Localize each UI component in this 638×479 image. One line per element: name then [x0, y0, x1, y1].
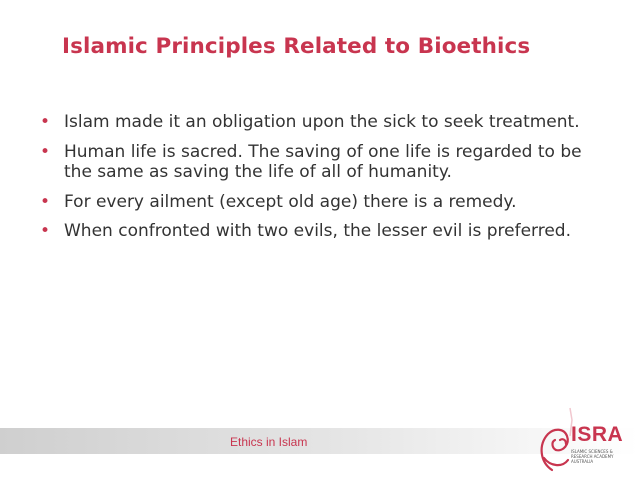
- bullet-dot-icon: •: [40, 191, 51, 212]
- bullet-item: [40, 112, 600, 133]
- bullet-item: [40, 142, 600, 183]
- logo-subtitle: ISLAMIC SCIENCES & RESEARCH ACADEMY AUSTRALIA: [571, 449, 614, 464]
- bullet-dot-icon: •: [40, 141, 51, 162]
- footer-label: Ethics in Islam: [230, 435, 308, 449]
- bullet-text: When confronted with two evils, the lesser evil is preferred.: [64, 221, 571, 241]
- bullet-item: [40, 221, 600, 242]
- slide-title: Islamic Principles Related to Bioethics: [62, 34, 531, 59]
- bullet-list: [40, 112, 600, 251]
- bullet-text: Human life is sacred. The saving of one life is regarded to be the same as saving the life of all of humanity.: [64, 141, 582, 182]
- bullet-item: [40, 192, 600, 213]
- logo-wordmark: ISRA: [571, 423, 624, 446]
- bullet-text: Islam made it an obligation upon the sick to seek treatment.: [64, 112, 580, 132]
- bullet-text: For every ailment (except old age) there is a remedy.: [64, 191, 517, 212]
- bullet-dot-icon: •: [40, 221, 51, 241]
- bullet-dot-icon: •: [40, 112, 51, 132]
